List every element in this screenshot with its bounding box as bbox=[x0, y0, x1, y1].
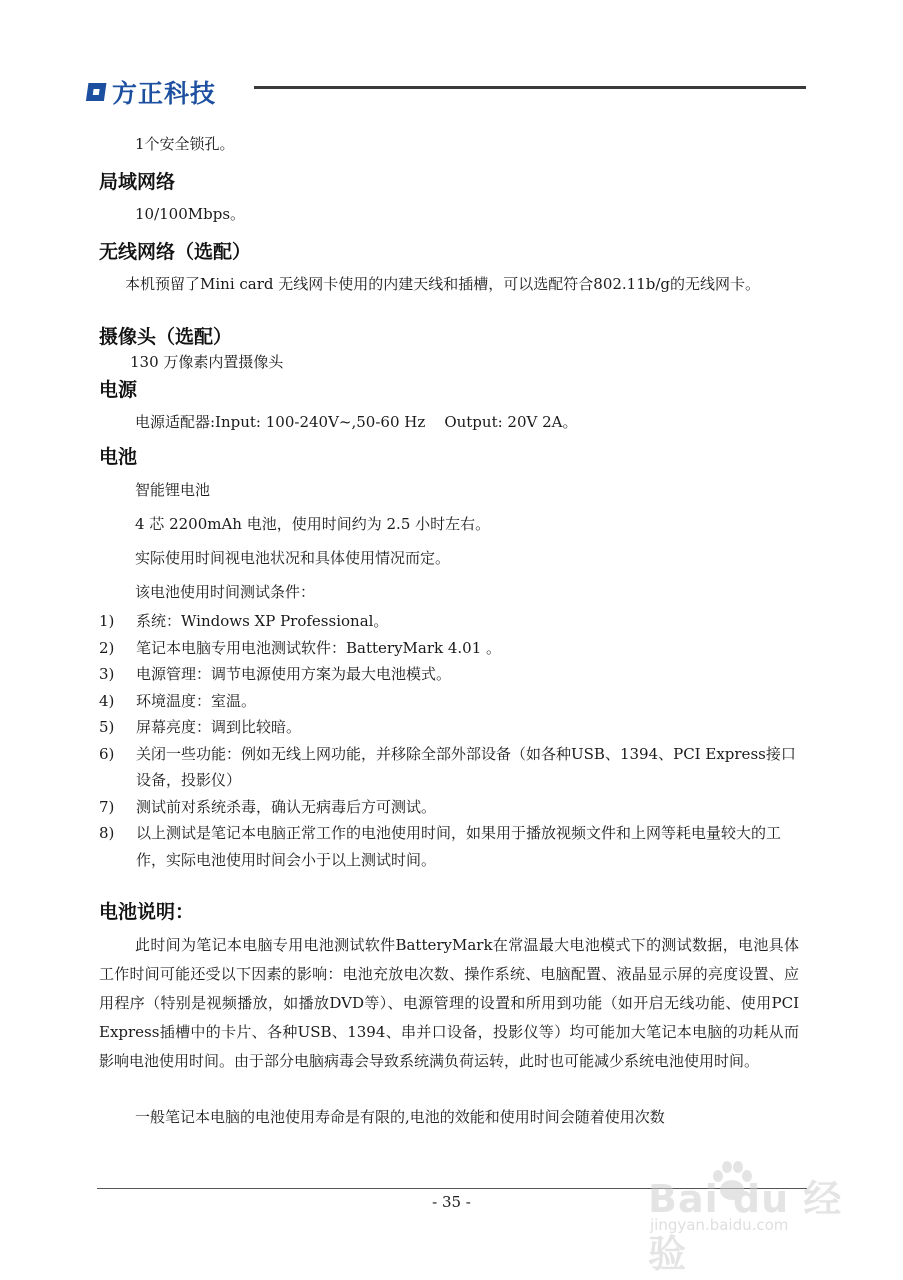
battery-note-paragraph-2: 一般笔记本电脑的电池使用寿命是有限的,电池的效能和使用时间会随着使用次数 bbox=[135, 1108, 665, 1126]
list-item bbox=[99, 635, 809, 662]
list-text: 电源管理：调节电源使用方案为最大电池模式。 bbox=[136, 665, 452, 683]
power-heading: 电源 bbox=[99, 379, 138, 401]
list-number: 8) bbox=[99, 824, 115, 842]
watermark-url: jingyan.baidu.com bbox=[650, 1216, 789, 1234]
list-number: 3) bbox=[99, 665, 115, 683]
list-text: 关闭一些功能：例如无线上网功能，并移除全部外部设备（如各种USB、1394、PCI Express接口设备，投影仪） bbox=[136, 744, 796, 789]
founder-logo-icon bbox=[82, 79, 108, 105]
battery-heading: 电池 bbox=[99, 446, 138, 468]
founder-logo bbox=[82, 74, 216, 110]
battery-line-1: 智能锂电池 bbox=[135, 481, 211, 499]
list-text: 测试前对系统杀毒，确认无病毒后方可测试。 bbox=[136, 797, 437, 816]
wifi-heading: 无线网络（选配） bbox=[99, 241, 252, 263]
header-rule bbox=[254, 86, 806, 89]
list-item bbox=[99, 714, 809, 741]
list-text: 环境温度：室温。 bbox=[136, 691, 257, 710]
logo-text: 方正科技 bbox=[112, 79, 217, 108]
list-item bbox=[99, 608, 809, 635]
wifi-text: 本机预留了Mini card 无线网卡使用的内建天线和插槽，可以选配符合802.11b/g的无线网卡。 bbox=[125, 275, 761, 293]
list-number: 4) bbox=[99, 691, 115, 710]
list-item bbox=[99, 688, 809, 715]
list-item bbox=[99, 820, 809, 873]
lan-heading: 局域网络 bbox=[99, 171, 176, 193]
lan-value: 10/100Mbps。 bbox=[135, 205, 246, 223]
list-text: 笔记本电脑专用电池测试软件：BatteryMark 4.01 。 bbox=[136, 638, 502, 657]
list-item bbox=[99, 794, 809, 821]
list-number: 2) bbox=[99, 638, 115, 657]
baidu-watermark bbox=[640, 1150, 860, 1276]
lock-line: 1个安全锁孔。 bbox=[135, 135, 235, 153]
list-number: 1) bbox=[99, 612, 115, 630]
camera-heading: 摄像头（选配） bbox=[99, 326, 233, 348]
list-number: 6) bbox=[99, 744, 115, 763]
camera-text: 130 万像素内置摄像头 bbox=[130, 353, 284, 371]
battery-note-paragraph-1: 此时间为笔记本电脑专用电池测试软件BatteryMark在常温最大电池模式下的测试数据，电池具体工作时间可能还受以下因素的影响：电池充放电次数、操作系统、电脑配置、液晶显示屏的亮度设置、应用程序（特别是视频播放，如播放DVD等）、电源管理的设置和所用到功能（如开启无线功能、使用PCI Express插槽中的卡片、各种USB、1394、串并口设备，投影仪等）均可能加大笔记本电脑的功耗从而影响电池使用时间。由于部分电脑病毒会导致系统满负荷运转，此时也可能减少系统电池使用时间。 bbox=[99, 936, 799, 1070]
test-conditions-list bbox=[99, 608, 809, 873]
list-item bbox=[99, 661, 809, 688]
list-number: 5) bbox=[99, 718, 115, 736]
watermark-brand: Bai du 经验 bbox=[648, 1177, 843, 1276]
page-number: - 35 - bbox=[432, 1193, 471, 1211]
page-header bbox=[82, 70, 806, 110]
list-item bbox=[99, 741, 809, 794]
battery-line-3: 实际使用时间视电池状况和具体使用情况而定。 bbox=[135, 549, 451, 567]
battery-line-4: 该电池使用时间测试条件： bbox=[135, 583, 316, 601]
list-text: 系统：Windows XP Professional。 bbox=[136, 612, 389, 630]
battery-note-heading: 电池说明： bbox=[99, 901, 195, 923]
list-text: 屏幕亮度：调到比较暗。 bbox=[136, 718, 302, 736]
list-text: 以上测试是笔记本电脑正常工作的电池使用时间，如果用于播放视频文件和上网等耗电量较大的工作，实际电池使用时间会小于以上测试时间。 bbox=[136, 824, 782, 869]
power-text: 电源适配器:Input: 100-240V~,50-60 Hz Output: 20V 2A。 bbox=[135, 413, 578, 431]
list-number: 7) bbox=[99, 797, 115, 816]
battery-line-2: 4 芯 2200mAh 电池，使用时间约为 2.5 小时左右。 bbox=[135, 515, 491, 533]
